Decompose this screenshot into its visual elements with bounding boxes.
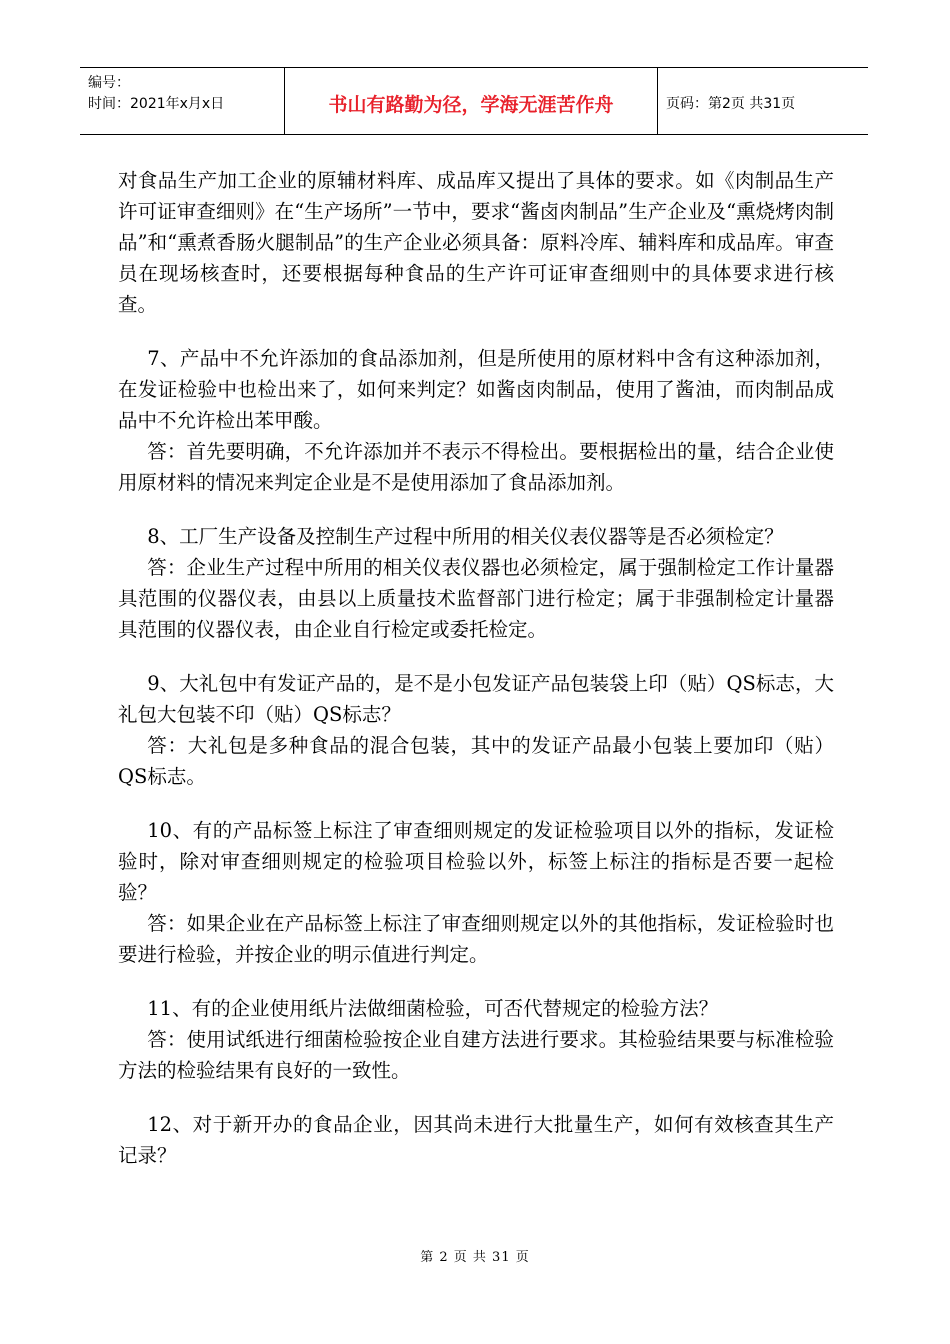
question-8: 8、工厂生产设备及控制生产过程中所用的相关仪表仪器等是否必须检定？ [147, 525, 784, 548]
answer-10: 答：如果企业在产品标签上标注了审查细则规定以外的其他指标，发证检验时也要进行检验，并按企业的明示值进行判定。 [118, 912, 834, 966]
answer-7: 答：首先要明确，不允许添加并不表示不得检出。要根据检出的量，结合企业使用原材料的情况来判定企业是不是使用添加了食品添加剂。 [118, 440, 834, 494]
paragraph-intro: 对食品生产加工企业的原辅材料库、成品库又提出了具体的要求。如《肉制品生产许可证审查细则》在“生产场所”一节中，要求“酱卤肉制品”生产企业及“熏烧烤肉制品”和“熏煮香肠火腿制品”的生产企业必须具备：原料冷库、辅料库和成品库。审查员在现场核查时，还要根据每种食品的生产许可证审查细则中的具体要求进行核查。 [118, 169, 834, 316]
header-page-info: 页码：第2页 共31页 [666, 96, 796, 112]
question-7: 7、产品中不允许添加的食品添加剂，但是所使用的原材料中含有这种添加剂，在发证检验中也检出来了，如何来判定？如酱卤肉制品，使用了酱油，而肉制品成品中不允许检出苯甲酸。 [118, 347, 834, 432]
document-body [118, 165, 834, 1171]
answer-9: 答：大礼包是多种食品的混合包装，其中的发证产品最小包装上要加印（贴）QS标志。 [118, 734, 834, 788]
question-11: 11、有的企业使用纸片法做细菌检验，可否代替规定的检验方法？ [147, 997, 719, 1020]
document-date: 时间：2021年x月x日 [88, 96, 225, 112]
header-motto: 书山有路勤为径，学海无涯苦作舟 [284, 68, 658, 134]
document-number: 编号： [88, 75, 130, 91]
question-9: 9、大礼包中有发证产品的，是不是小包发证产品包装袋上印（贴）QS标志，大礼包大包装不印（贴）QS标志？ [118, 672, 834, 726]
header-meta [80, 68, 284, 134]
header-table [80, 67, 868, 135]
question-10: 10、有的产品标签上标注了审查细则规定的发证检验项目以外的指标，发证检验时，除对审查细则规定的检验项目检验以外，标签上标注的指标是否要一起检验？ [118, 819, 834, 904]
answer-11: 答：使用试纸进行细菌检验按企业自建方法进行要求。其检验结果要与标准检验方法的检验结果有良好的一致性。 [118, 1028, 834, 1082]
page-footer: 第 2 页 共 31 页 [420, 1250, 530, 1265]
answer-8: 答：企业生产过程中所用的相关仪表仪器也必须检定，属于强制检定工作计量器具范围的仪器仪表，由县以上质量技术监督部门进行检定；属于非强制检定计量器具范围的仪器仪表，由企业自行检定或委托检定。 [118, 556, 834, 641]
question-12: 12、对于新开办的食品企业，因其尚未进行大批量生产，如何有效核查其生产记录？ [118, 1113, 834, 1167]
